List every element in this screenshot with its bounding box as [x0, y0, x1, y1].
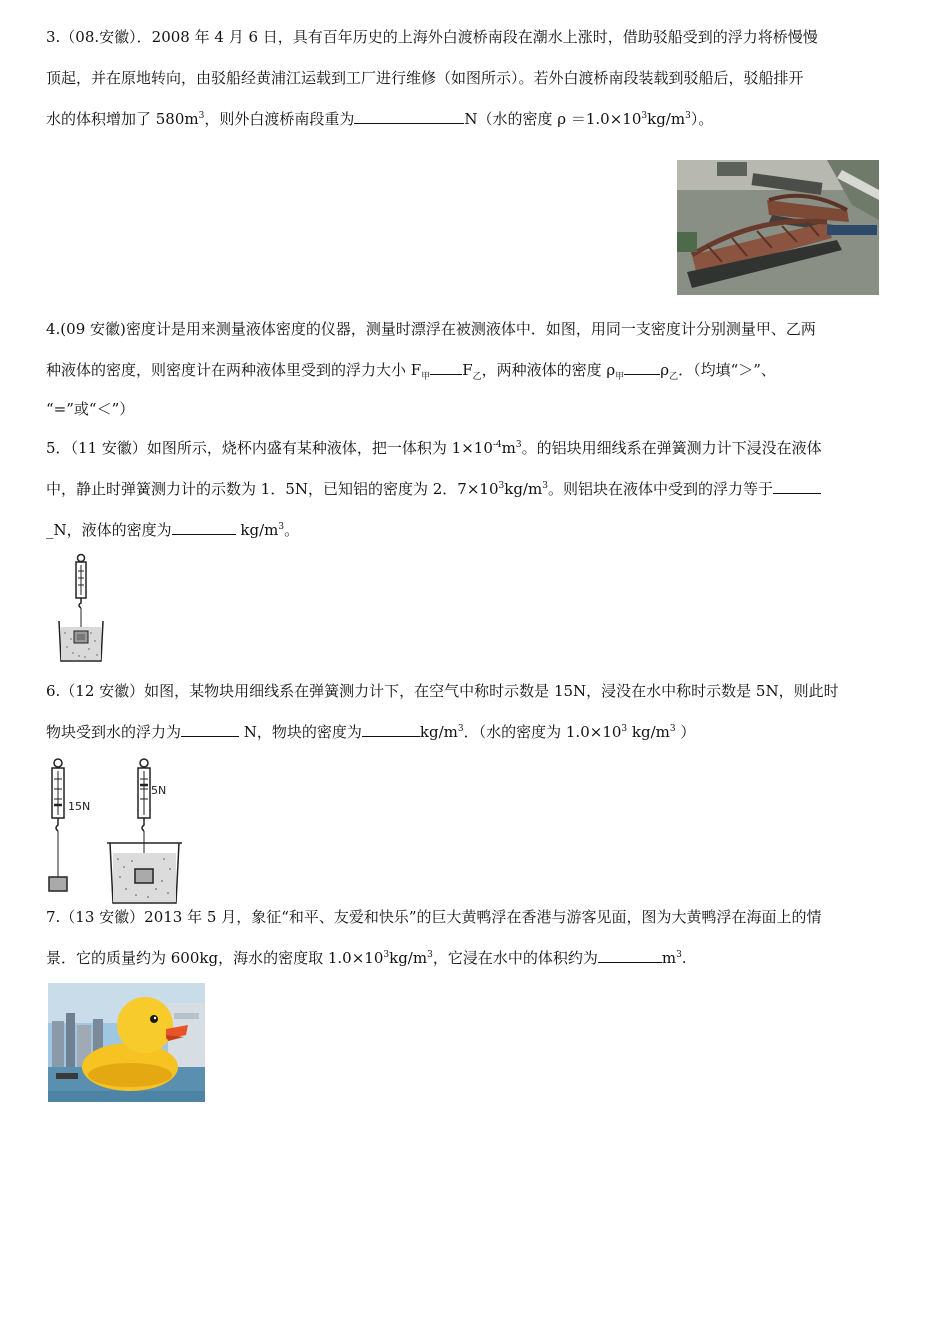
q4-text-a: 种液体的密度，则密度计在两种液体里受到的浮力大小 F	[46, 361, 422, 379]
q3-sup-1: 3	[198, 111, 205, 121]
q7-text-c: ，它浸在水中的体积约为	[432, 949, 598, 967]
q5-text-e: kg/m	[504, 480, 543, 498]
q3-sup-2: 3	[641, 111, 648, 121]
q3-line-2: 顶起，并在原地转向，由驳船经黄浦江运载到工厂进行维修（如图所示）。若外白渡桥南段装载到驳船后，驳船排开	[46, 69, 804, 87]
q3-text-a: 水的体积增加了 580m	[46, 110, 199, 128]
q3-sup-3: 3	[685, 111, 691, 121]
q5-text-b: m	[501, 439, 516, 457]
q5-text-i: 。	[284, 521, 300, 539]
q3-line-3	[46, 99, 906, 140]
q3-text-e: ）。	[690, 110, 714, 128]
q3-line-1: 3.（08.安徽）．2008 年 4 月 6 日，具有百年历史的上海外白渡桥南段在潮水上涨时，借助驳船受到的浮力将桥慢慢	[46, 28, 818, 46]
q6-sup-2: 3	[621, 724, 628, 734]
q4-text-d: ρ	[660, 361, 670, 379]
q5-line-3	[46, 510, 906, 551]
q4-line-2	[46, 350, 906, 391]
q5-text-g: _N，液体的密度为	[46, 521, 172, 539]
q7-line-1: 7.（13 安徽）2013 年 5 月，象征“和平、友爱和快乐”的巨大黄鸭浮在香港与游客见面，图为大黄鸭浮在海面上的情	[46, 908, 822, 926]
q6-sup-1: 3	[457, 724, 464, 734]
q4-sub-4: 乙	[669, 372, 679, 382]
q5-sup-4: 3	[542, 481, 548, 491]
q5-spring-scale-figure	[55, 553, 107, 663]
q4-sub-2: 乙	[472, 372, 482, 382]
q6-spring-scales-figure	[44, 757, 184, 905]
q7-line-2	[46, 938, 906, 979]
q5-blank-density[interactable]	[172, 518, 236, 535]
q6-text-f: ）	[675, 723, 696, 741]
q7-sup-1: 3	[383, 950, 390, 960]
q4-text-c: ，两种液体的密度 ρ	[481, 361, 616, 379]
q5-sup-2: 3	[515, 440, 522, 450]
q4-blank-force[interactable]	[430, 358, 462, 375]
question-5	[46, 428, 906, 551]
q5-text-a: 5．（11 安徽）如图所示，烧杯内盛有某种液体，把一体积为 1×10	[46, 439, 493, 457]
q5-line-1	[46, 428, 906, 469]
q3-text-d: kg/m	[647, 110, 686, 128]
q6-text-d: ．（水的密度为 1.0×10	[463, 723, 622, 741]
q5-line-2	[46, 469, 906, 510]
question-6	[46, 671, 906, 753]
q5-text-f: 。则铝块在液体中受到的浮力等于	[547, 480, 773, 498]
q6-line-1: 6.（12 安徽）如图，某物块用细线系在弹簧测力计下，在空气中称时示数是 15N，浸没在水中称时示数是 5N，则此时	[46, 682, 839, 700]
q4-text-e: ．（均填“＞”、	[678, 361, 776, 379]
q6-right-reading-label: 5N	[151, 784, 167, 797]
q6-line-2	[46, 712, 906, 753]
q4-line-3: “=”或“＜”）	[46, 400, 135, 418]
q5-sup-3: 3	[498, 481, 505, 491]
q6-text-e: kg/m	[627, 723, 670, 741]
q5-text-c: 。的铝块用细线系在弹簧测力计下浸没在液体	[521, 439, 822, 457]
q6-sup-3: 3	[669, 724, 676, 734]
q7-text-a: 景．它的质量约为 600kg，海水的密度取 1.0×10	[46, 949, 384, 967]
q4-blank-density[interactable]	[624, 358, 660, 375]
q7-sup-2: 3	[427, 950, 433, 960]
q4-sub-3: 甲	[615, 372, 625, 382]
q3-text-c: N（水的密度 ρ ＝1.0×10	[464, 110, 642, 128]
q4-line-1: 4.(09 安徽)密度计是用来测量液体密度的仪器，测量时漂浮在被测液体中．如图，用同一支密度计分别测量甲、乙两	[46, 320, 816, 338]
bridge-photo	[677, 160, 879, 295]
q7-text-d: m	[661, 949, 677, 967]
question-4	[46, 309, 906, 427]
q4-text-b: F	[462, 361, 473, 379]
rubber-duck-photo	[48, 983, 205, 1102]
q5-sup-1: -4	[492, 440, 502, 450]
q5-blank-buoyancy[interactable]	[773, 477, 821, 494]
q7-text-b: kg/m	[389, 949, 428, 967]
q6-text-c: kg/m	[419, 723, 458, 741]
q3-answer-blank[interactable]	[354, 107, 464, 124]
q6-blank-density[interactable]	[362, 720, 420, 737]
q6-blank-buoyancy[interactable]	[181, 720, 239, 737]
q6-left-reading-label: 15N	[68, 800, 91, 813]
q3-text-b: ，则外白渡桥南段重为	[204, 110, 355, 128]
q5-text-d: 中，静止时弹簧测力计的示数为 1．5N，已知铝的密度为 2．7×10	[46, 480, 499, 498]
question-7	[46, 897, 906, 979]
q7-text-e: .	[681, 949, 687, 967]
q6-text-a: 物块受到水的浮力为	[46, 723, 182, 741]
q4-sub-1: 甲	[421, 372, 431, 382]
q5-sup-5: 3	[278, 522, 285, 532]
q5-text-h: kg/m	[235, 521, 279, 539]
q7-sup-3: 3	[676, 950, 682, 960]
q6-text-b: N，物块的密度为	[239, 723, 362, 741]
q7-blank-volume[interactable]	[598, 946, 662, 963]
question-3	[46, 17, 906, 140]
